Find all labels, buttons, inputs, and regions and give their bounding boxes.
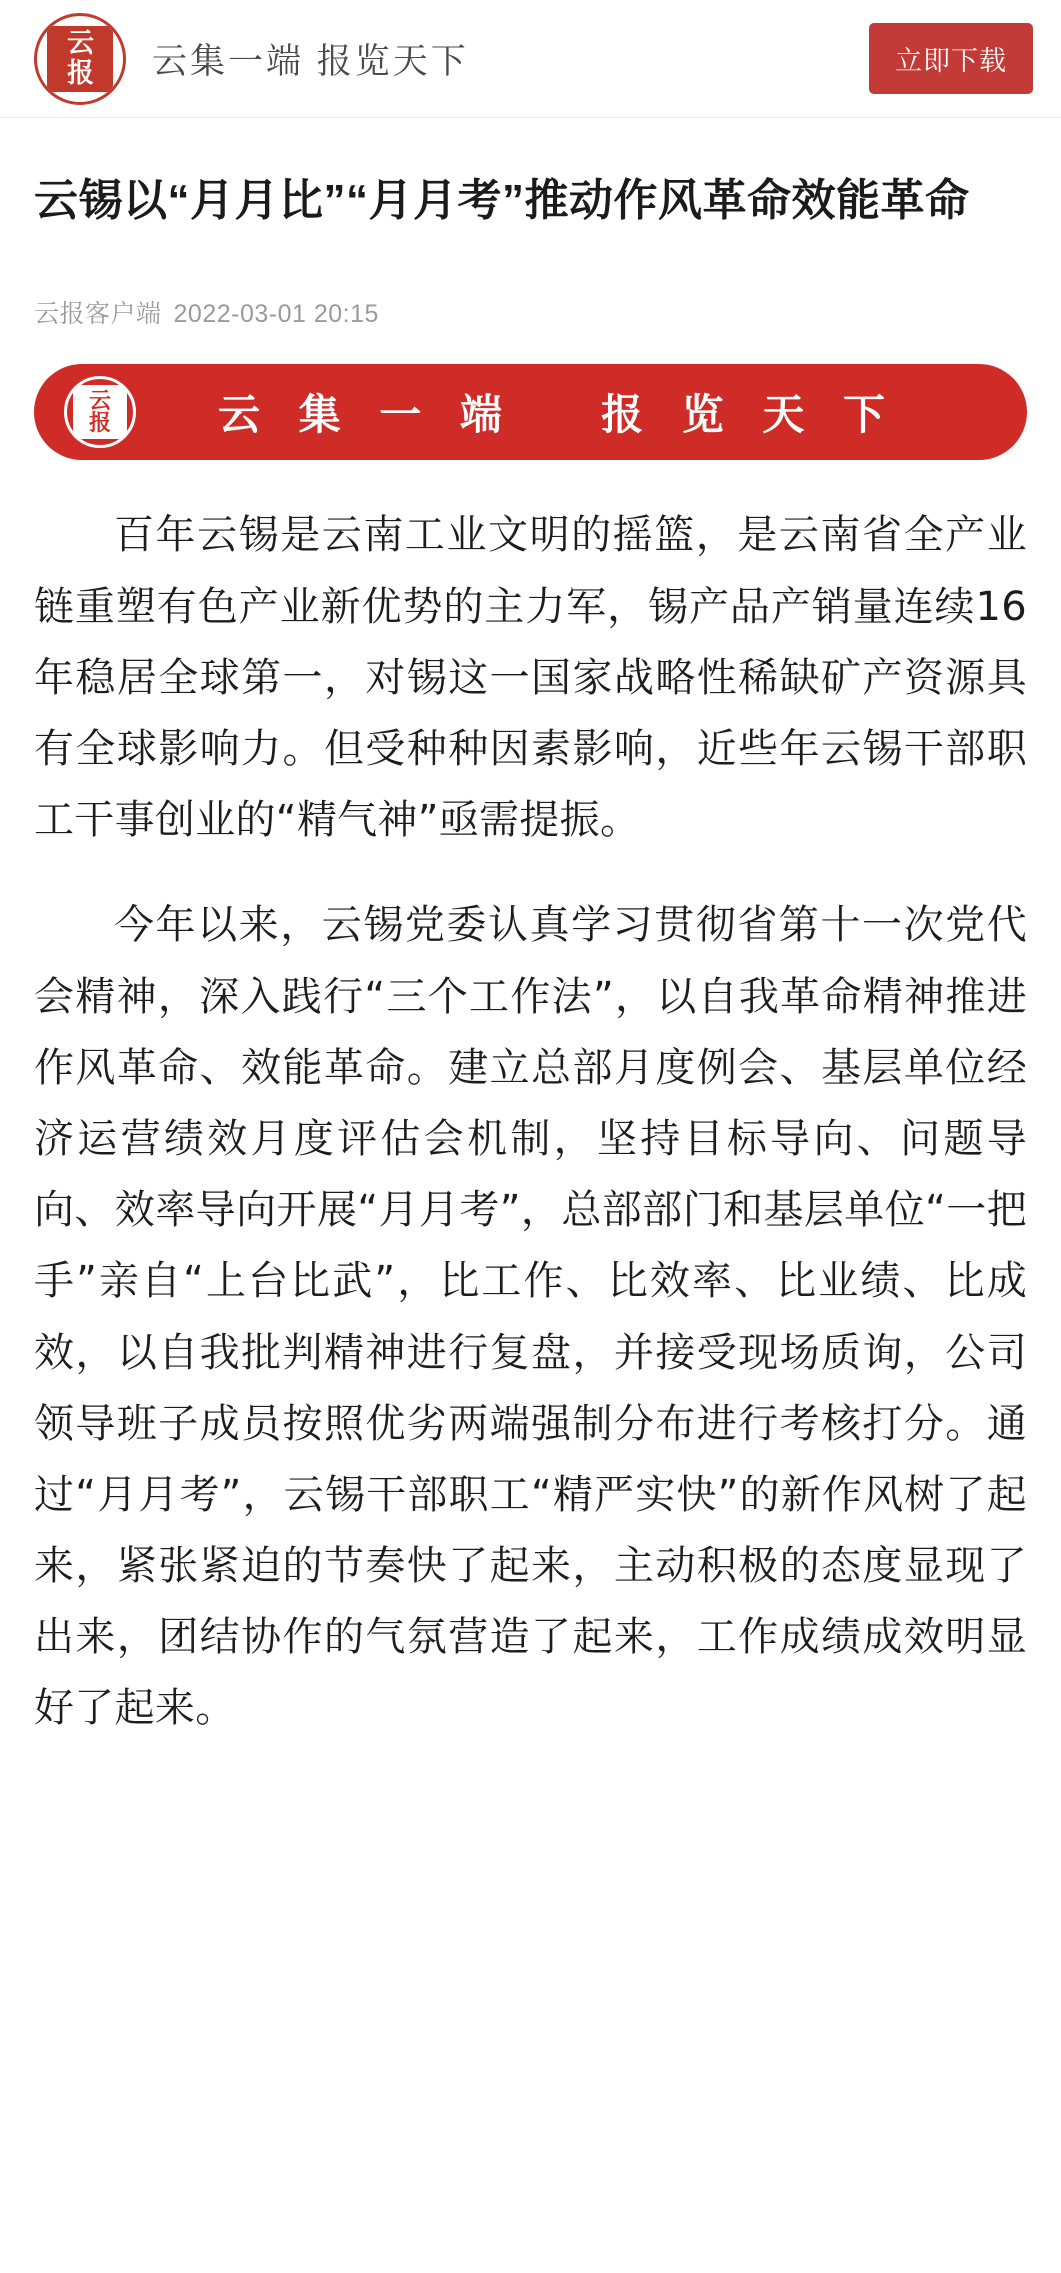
article-meta [34,294,1027,330]
banner-text-right: 报 览 天 下 [601,390,897,440]
logo-glyph-top: 云 [67,28,93,59]
banner-glyph-top: 云 [88,388,111,415]
article-timestamp: 2022-03-01 20:15 [173,300,379,329]
page-title: 云锡以“月月比”“月月考”推动作风革命效能革命 [34,176,970,225]
article-source: 云报客户端 [34,300,162,329]
app-header [0,0,1061,118]
article-paragraphs [34,500,1027,1744]
yunbao-seal-logo-icon [34,13,126,105]
logo-glyph-bottom: 报 [67,58,93,89]
banner-text-left: 云 集 一 端 [218,390,514,440]
article-body [0,118,1061,1745]
banner-glyph-bottom: 报 [88,410,111,437]
promo-banner[interactable] [34,364,1027,460]
banner-text [136,382,997,442]
banner-seal-icon [64,376,136,448]
paragraph: 今年以来，云锡党委认真学习贯彻省第十一次党代会精神，深入践行“三个工作法”，以自我革命精神推进作风革命、效能革命。建立总部月度例会、基层单位经济运营绩效月度评估会机制，坚持目标导向、问题导向、效率导向开展“月月考”，总部部门和基层单位“一把手”亲自“上台比武”，比工作、比效率、比业绩、比成效，以自我批判精神进行复盘，并接受现场质询，公司领导班子成员按照优劣两端强制分布进行考核打分。通过“月月考”，云锡干部职工“精严实快”的新作风树了起来，紧张紧迫的节奏快了起来，主动积极的态度显现了出来，团结协作的气氛营造了起来，工作成绩成效明显好了起来。 [34,902,1027,1732]
paragraph: 百年云锡是云南工业文明的摇篮，是云南省全产业链重塑有色产业新优势的主力军，锡产品产销量连续16年稳居全球第一，对锡这一国家战略性稀缺矿产资源具有全球影响力。但受种种因素影响，近些年云锡干部职工干事创业的“精气神”亟需提振。 [34,512,1027,844]
download-button[interactable]: 立即下载 [869,23,1033,94]
app-slogan: 云集一端 报览天下 [152,41,469,81]
